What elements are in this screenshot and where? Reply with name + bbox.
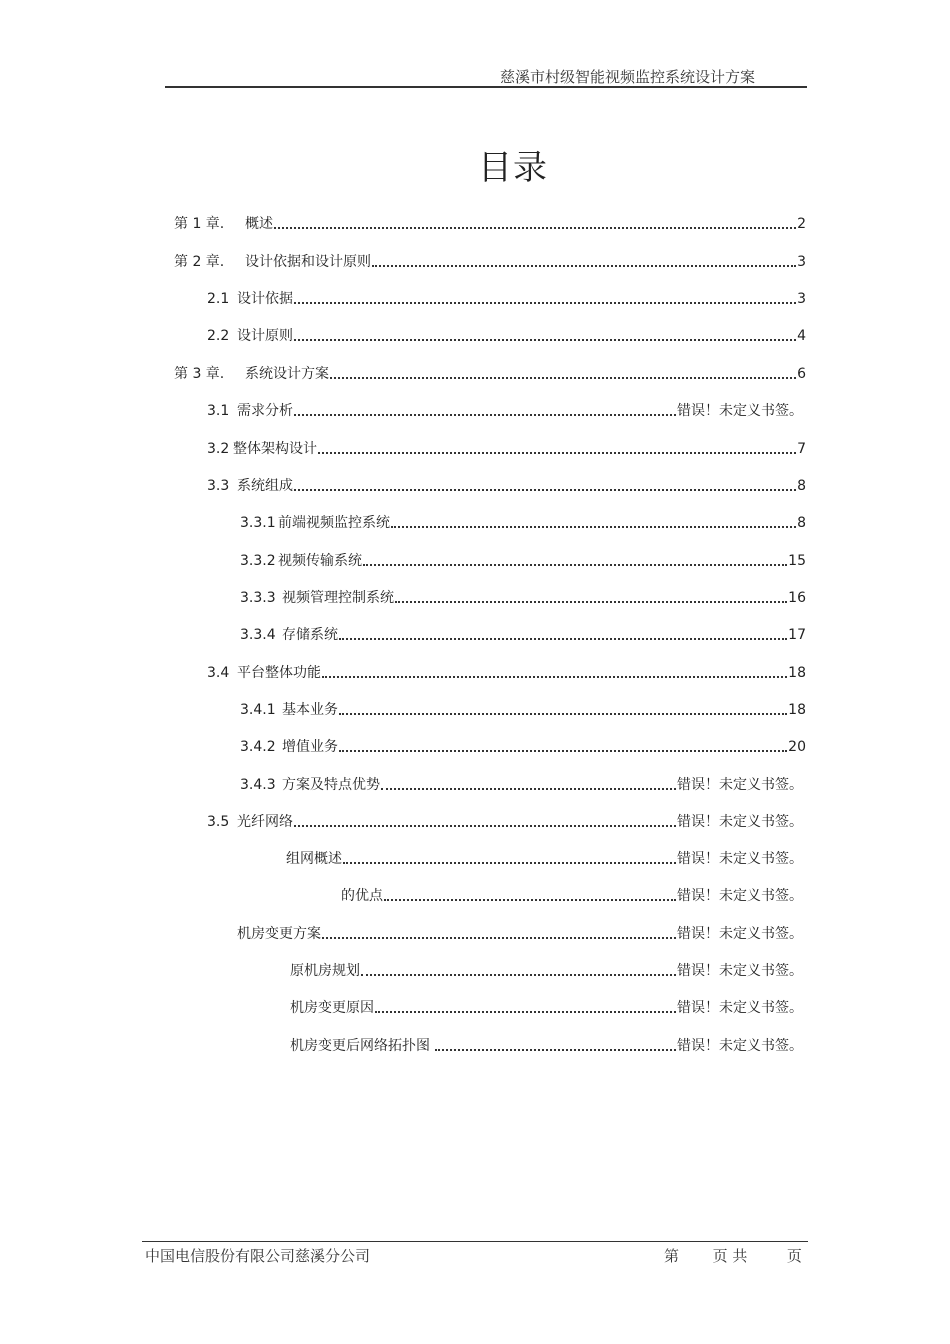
toc-entry-number: 第 2 章.	[174, 254, 225, 270]
toc-entry[interactable]	[174, 360, 806, 384]
toc-entry-label: 增值业务	[282, 739, 338, 755]
toc-entry[interactable]	[240, 547, 806, 571]
toc-entry[interactable]	[240, 696, 806, 720]
toc-entry-number: 3.3.1	[240, 515, 276, 531]
toc-entry[interactable]	[341, 882, 803, 906]
toc-entry-page: 错误！未定义书签。	[677, 777, 803, 793]
toc-entry-label: 系统设计方案	[245, 366, 329, 382]
dot-leader	[381, 788, 676, 790]
toc-entry-label: 光纤网络	[237, 814, 293, 830]
toc-entry-label: 机房变更方案	[237, 926, 321, 942]
toc-entry-label: 设计依据	[237, 291, 293, 307]
dot-leader	[384, 899, 676, 901]
toc-entry-page: 错误！未定义书签。	[677, 926, 803, 942]
toc-entry-page: 6	[797, 366, 806, 382]
toc-entry-number: 3.4.1	[240, 702, 276, 718]
footer-company: 中国电信股份有限公司慈溪分公司	[145, 1247, 371, 1265]
footer-page-end: 页	[786, 1247, 802, 1265]
toc-entry-page: 错误！未定义书签。	[677, 1000, 803, 1016]
toc-entry-number: 3.3.3	[240, 590, 276, 606]
running-header-title: 慈溪市村级智能视频监控系统设计方案	[500, 68, 756, 86]
toc-entry[interactable]	[207, 659, 806, 683]
toc-entry-label: 前端视频监控系统	[278, 515, 390, 531]
toc-entry[interactable]	[240, 733, 806, 757]
toc-entry[interactable]	[286, 845, 803, 869]
dot-leader	[330, 377, 796, 379]
toc-entry-page: 15	[788, 553, 806, 569]
toc-entry-label: 机房变更原因	[290, 1000, 374, 1016]
toc-entry-page: 3	[797, 291, 806, 307]
dot-leader	[294, 489, 796, 491]
dot-leader	[294, 414, 676, 416]
toc-entry[interactable]	[174, 210, 806, 234]
toc-entry[interactable]	[207, 322, 806, 346]
toc-entry[interactable]	[240, 621, 806, 645]
toc-entry-page: 错误！未定义书签。	[677, 1038, 803, 1054]
toc-entry[interactable]	[207, 435, 806, 459]
toc-entry-number: 3.3.4	[240, 627, 276, 643]
toc-entry-label: 系统组成	[237, 478, 293, 494]
toc-entry-page: 18	[788, 702, 806, 718]
toc-entry-page: 错误！未定义书签。	[677, 851, 803, 867]
dot-leader	[361, 974, 676, 976]
toc-entry-page: 错误！未定义书签。	[677, 403, 803, 419]
toc-entry[interactable]	[207, 808, 803, 832]
toc-entry[interactable]	[290, 1032, 803, 1056]
footer-page-word: 第	[664, 1247, 680, 1265]
toc-entry-label: 需求分析	[237, 403, 293, 419]
toc-entry-page: 3	[797, 254, 806, 270]
toc-entry-number: 2.2	[207, 328, 230, 344]
toc-entry-label: 原机房规划	[290, 963, 360, 979]
toc-entry-number: 3.4.2	[240, 739, 276, 755]
toc-title: 目录	[478, 148, 548, 188]
dot-leader	[435, 1049, 676, 1051]
toc-entry-label: 方案及特点优势	[282, 777, 380, 793]
toc-entry-page: 20	[788, 739, 806, 755]
toc-entry-label: 视频传输系统	[278, 553, 362, 569]
dot-leader	[274, 227, 796, 229]
toc-entry-label: 的优点	[341, 888, 383, 904]
dot-leader	[322, 937, 676, 939]
toc-entry-label: 概述	[245, 216, 273, 232]
toc-entry-number: 第 3 章.	[174, 366, 225, 382]
toc-entry[interactable]	[237, 920, 803, 944]
toc-entry[interactable]	[207, 285, 806, 309]
toc-entry[interactable]	[240, 584, 806, 608]
toc-entry-label: 机房变更后网络拓扑图	[290, 1038, 430, 1054]
toc-entry-label: 存储系统	[282, 627, 338, 643]
toc-entry[interactable]	[207, 397, 803, 421]
toc-entry[interactable]	[240, 509, 806, 533]
toc-entry-page: 7	[797, 441, 806, 457]
dot-leader	[294, 825, 676, 827]
footer-page-mid: 页 共	[712, 1247, 748, 1265]
toc-entry-page: 18	[788, 665, 806, 681]
toc-entry-label: 平台整体功能	[237, 665, 321, 681]
toc-entry-number: 第 1 章.	[174, 216, 225, 232]
toc-entry-label: 整体架构设计	[233, 441, 317, 457]
toc-entry-label: 基本业务	[282, 702, 338, 718]
toc-entry-page: 4	[797, 328, 806, 344]
dot-leader	[375, 1011, 676, 1013]
dot-leader	[395, 601, 787, 603]
toc-entry-label: 视频管理控制系统	[282, 590, 394, 606]
toc-entry-page: 8	[797, 515, 806, 531]
toc-entry[interactable]	[290, 994, 803, 1018]
toc-entry-number: 3.2	[207, 441, 230, 457]
dot-leader	[294, 339, 796, 341]
toc-entry-page: 错误！未定义书签。	[677, 888, 803, 904]
toc-entry[interactable]	[290, 957, 803, 981]
toc-entry-number: 3.4.3	[240, 777, 276, 793]
toc-entry-page: 16	[788, 590, 806, 606]
toc-entry[interactable]	[240, 771, 803, 795]
dot-leader	[391, 526, 796, 528]
header-rule	[165, 86, 807, 88]
toc-entry-page: 2	[797, 216, 806, 232]
toc-entry-number: 3.5	[207, 814, 230, 830]
toc-entry-number: 3.3	[207, 478, 230, 494]
toc-entry-number: 3.4	[207, 665, 230, 681]
toc-entry-page: 17	[788, 627, 806, 643]
toc-entry[interactable]	[207, 472, 806, 496]
dot-leader	[339, 638, 787, 640]
dot-leader	[343, 862, 676, 864]
dot-leader	[363, 564, 787, 566]
dot-leader	[322, 676, 787, 678]
dot-leader	[372, 265, 796, 267]
dot-leader	[318, 452, 796, 454]
toc-entry-number: 3.3.2	[240, 553, 276, 569]
toc-entry-page: 错误！未定义书签。	[677, 963, 803, 979]
toc-entry-page: 错误！未定义书签。	[677, 814, 803, 830]
toc-entry-label: 设计依据和设计原则	[245, 254, 371, 270]
footer-rule	[142, 1241, 808, 1242]
dot-leader	[339, 713, 787, 715]
dot-leader	[294, 302, 796, 304]
toc-entry-label: 组网概述	[286, 851, 342, 867]
toc-entry-label: 设计原则	[237, 328, 293, 344]
toc-entry-number: 2.1	[207, 291, 230, 307]
footer-page-info	[664, 1245, 802, 1266]
dot-leader	[339, 750, 787, 752]
toc-entry-number: 3.1	[207, 403, 230, 419]
toc-entry-page: 8	[797, 478, 806, 494]
toc-entry[interactable]	[174, 248, 806, 272]
